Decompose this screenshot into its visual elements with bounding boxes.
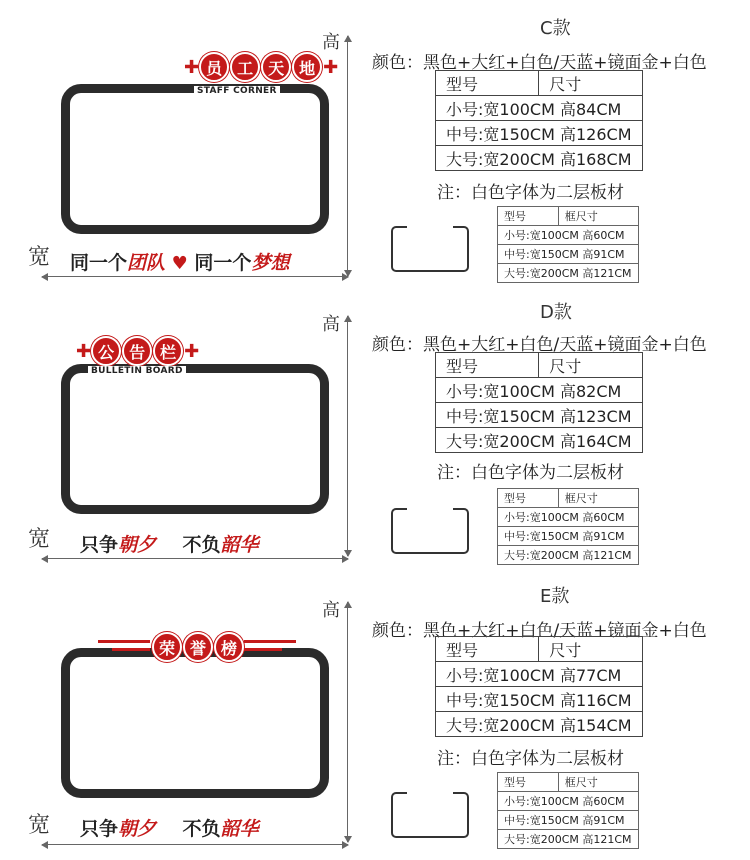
size-row: 大号:宽200CM 高168CM bbox=[436, 146, 643, 171]
size-row: 中号:宽150CM 高123CM bbox=[436, 403, 643, 428]
heart-icon: ✚ bbox=[76, 340, 92, 362]
width-axis bbox=[42, 276, 348, 277]
mini-frame bbox=[391, 226, 469, 272]
board-slogan: 只争朝夕 不负韶华 bbox=[80, 818, 259, 840]
decor-line bbox=[244, 648, 282, 651]
size-row: 大号:宽200CM 高164CM bbox=[436, 428, 643, 453]
title-char: 地 bbox=[292, 52, 322, 82]
frame-size-table: 型号 框尺寸 小号:宽100CM 高60CM 中号:宽150CM 高91CM 大号:宽200CM 高121CM bbox=[497, 206, 639, 283]
board-title bbox=[76, 336, 199, 366]
board-frame bbox=[61, 84, 329, 234]
height-label: 高 bbox=[322, 32, 340, 53]
frame-size-table: 型号 框尺寸 小号:宽100CM 高60CM 中号:宽150CM 高91CM 大号:宽200CM 高121CM bbox=[497, 772, 639, 849]
size-table: 型号 尺寸 小号:宽100CM 高77CM 中号:宽150CM 高116CM 大号:宽200CM 高154CM bbox=[435, 636, 643, 737]
height-label: 高 bbox=[322, 600, 340, 621]
heart-icon: ✚ bbox=[184, 56, 200, 78]
board-title bbox=[152, 632, 245, 662]
style-d-section bbox=[0, 286, 750, 572]
material-note: 注：白色字体为二层板材 bbox=[437, 749, 624, 769]
size-table: 型号 尺寸 小号:宽100CM 高82CM 中号:宽150CM 高123CM 大号:宽200CM 高164CM bbox=[435, 352, 643, 453]
title-char: 公 bbox=[91, 336, 121, 366]
height-axis bbox=[347, 316, 348, 556]
board-subtitle: BULLETIN BOARD bbox=[88, 366, 186, 376]
material-note: 注：白色字体为二层板材 bbox=[437, 463, 624, 483]
size-table: 型号 尺寸 小号:宽100CM 高84CM 中号:宽150CM 高126CM 大号:宽200CM 高168CM bbox=[435, 70, 643, 171]
mini-frame bbox=[391, 508, 469, 554]
mini-frame bbox=[391, 792, 469, 838]
title-char: 工 bbox=[230, 52, 260, 82]
size-row: 大号:宽200CM 高154CM bbox=[436, 712, 643, 737]
style-c-section bbox=[0, 0, 750, 286]
width-label: 宽 bbox=[28, 527, 51, 552]
material-note: 注：白色字体为二层板材 bbox=[437, 183, 624, 203]
title-char: 誉 bbox=[183, 632, 213, 662]
size-row: 小号:宽100CM 高84CM bbox=[436, 96, 643, 121]
board-frame bbox=[61, 648, 329, 798]
board-slogan: 同一个团队 ♥ 同一个梦想 bbox=[70, 252, 290, 274]
style-title: C款 bbox=[540, 18, 571, 39]
board-frame bbox=[61, 364, 329, 514]
decor-line bbox=[244, 640, 296, 643]
size-row: 小号:宽100CM 高82CM bbox=[436, 378, 643, 403]
width-label: 宽 bbox=[28, 813, 51, 838]
height-axis bbox=[347, 36, 348, 276]
style-title: E款 bbox=[540, 586, 570, 607]
style-e-section bbox=[0, 572, 750, 858]
color-options: 颜色：黑色+大红+白色/天蓝+镜面金+白色 bbox=[372, 53, 707, 73]
height-axis bbox=[347, 602, 348, 842]
title-char: 告 bbox=[122, 336, 152, 366]
heart-icon: ✚ bbox=[184, 340, 200, 362]
width-axis bbox=[42, 558, 348, 559]
height-label: 高 bbox=[322, 314, 340, 335]
size-row: 中号:宽150CM 高116CM bbox=[436, 687, 643, 712]
title-char: 榜 bbox=[214, 632, 244, 662]
title-char: 荣 bbox=[152, 632, 182, 662]
board-subtitle: STAFF CORNER bbox=[194, 86, 280, 96]
title-char: 天 bbox=[261, 52, 291, 82]
size-row: 小号:宽100CM 高77CM bbox=[436, 662, 643, 687]
color-options: 颜色：黑色+大红+白色/天蓝+镜面金+白色 bbox=[372, 621, 707, 641]
decor-line bbox=[98, 640, 150, 643]
size-row: 中号:宽150CM 高126CM bbox=[436, 121, 643, 146]
heart-icon: ✚ bbox=[323, 56, 339, 78]
width-axis bbox=[42, 844, 348, 845]
style-title: D款 bbox=[540, 302, 572, 323]
color-options: 颜色：黑色+大红+白色/天蓝+镜面金+白色 bbox=[372, 335, 707, 355]
decor-line bbox=[112, 648, 150, 651]
board-title bbox=[184, 52, 338, 82]
board-slogan: 只争朝夕 不负韶华 bbox=[80, 534, 259, 556]
title-char: 员 bbox=[199, 52, 229, 82]
frame-size-table: 型号 框尺寸 小号:宽100CM 高60CM 中号:宽150CM 高91CM 大号:宽200CM 高121CM bbox=[497, 488, 639, 565]
heart-icon: ♥ bbox=[171, 253, 188, 274]
width-label: 宽 bbox=[28, 245, 51, 270]
title-char: 栏 bbox=[153, 336, 183, 366]
